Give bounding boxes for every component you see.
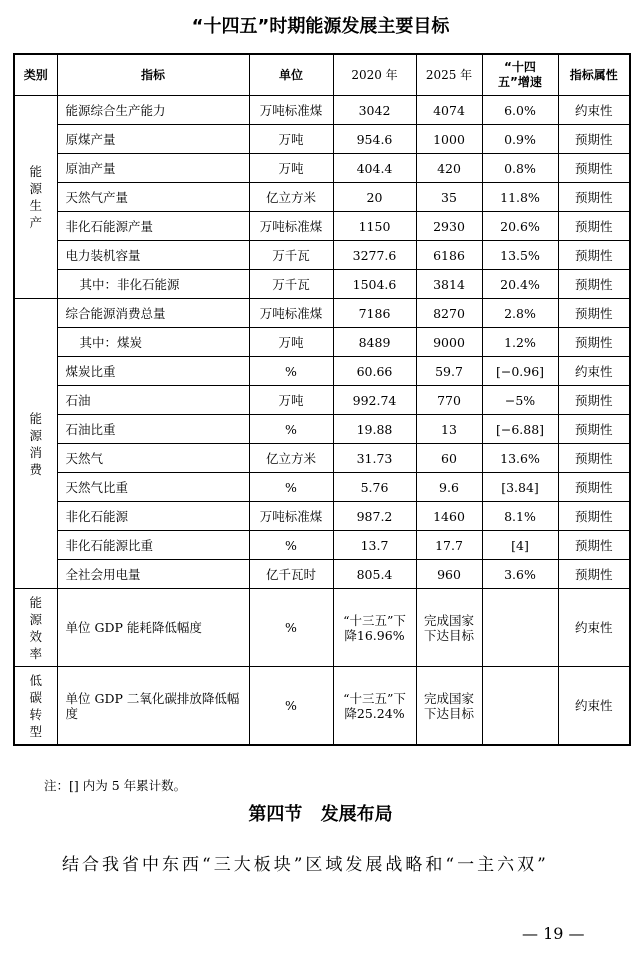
category-label: 能源效率 bbox=[29, 594, 42, 661]
value-2025-cell: 420 bbox=[416, 154, 482, 183]
value-2025-cell: 完成国家下达目标 bbox=[416, 667, 482, 746]
table-row bbox=[14, 154, 630, 183]
header-2020: 2020 年 bbox=[333, 54, 416, 96]
growth-cell: 11.8% bbox=[482, 183, 558, 212]
value-2025-cell: 770 bbox=[416, 386, 482, 415]
value-2020-cell: 20 bbox=[333, 183, 416, 212]
growth-cell: 13.6% bbox=[482, 444, 558, 473]
indicator-cell: 石油 bbox=[57, 386, 249, 415]
value-2025-cell: 9000 bbox=[416, 328, 482, 357]
unit-cell: 万吨 bbox=[249, 154, 333, 183]
table-row bbox=[14, 415, 630, 444]
unit-cell: 万吨标准煤 bbox=[249, 96, 333, 125]
unit-cell: % bbox=[249, 531, 333, 560]
unit-cell: 万千瓦 bbox=[249, 241, 333, 270]
value-2020-cell: 31.73 bbox=[333, 444, 416, 473]
indicator-cell: 原油产量 bbox=[57, 154, 249, 183]
value-2020-cell: 954.6 bbox=[333, 125, 416, 154]
indicator-cell: 天然气比重 bbox=[57, 473, 249, 502]
value-2025-cell: 60 bbox=[416, 444, 482, 473]
value-2020-cell: “十三五”下降16.96% bbox=[333, 589, 416, 667]
growth-cell bbox=[482, 667, 558, 746]
growth-cell: 0.9% bbox=[482, 125, 558, 154]
table-row bbox=[14, 96, 630, 125]
header-indicator: 指标 bbox=[57, 54, 249, 96]
value-2020-cell: 992.74 bbox=[333, 386, 416, 415]
growth-cell: −5% bbox=[482, 386, 558, 415]
category-cell bbox=[14, 96, 57, 299]
table-row bbox=[14, 502, 630, 531]
unit-cell: 亿立方米 bbox=[249, 183, 333, 212]
section-heading: 第四节 发展布局 bbox=[248, 804, 393, 825]
value-2025-cell: 960 bbox=[416, 560, 482, 589]
attribute-cell: 预期性 bbox=[558, 212, 630, 241]
attribute-cell: 预期性 bbox=[558, 299, 630, 328]
value-2020-cell: 5.76 bbox=[333, 473, 416, 502]
value-2020-cell: 987.2 bbox=[333, 502, 416, 531]
unit-cell: 万吨 bbox=[249, 125, 333, 154]
attribute-cell: 预期性 bbox=[558, 502, 630, 531]
unit-cell: 亿千瓦时 bbox=[249, 560, 333, 589]
header-growth: “十四五”增速 bbox=[482, 54, 558, 96]
growth-cell: 8.1% bbox=[482, 502, 558, 531]
header-category: 类别 bbox=[14, 54, 57, 96]
indicator-cell: 非化石能源产量 bbox=[57, 212, 249, 241]
indicator-cell: 单位 GDP 能耗降低幅度 bbox=[57, 589, 249, 667]
table-row bbox=[14, 299, 630, 328]
attribute-cell: 预期性 bbox=[558, 125, 630, 154]
table-row bbox=[14, 328, 630, 357]
attribute-cell: 约束性 bbox=[558, 667, 630, 746]
table-row bbox=[14, 212, 630, 241]
value-2025-cell: 1000 bbox=[416, 125, 482, 154]
indicator-cell: 天然气 bbox=[57, 444, 249, 473]
unit-cell: 万吨标准煤 bbox=[249, 299, 333, 328]
growth-cell bbox=[482, 589, 558, 667]
category-label: 低碳转型 bbox=[29, 672, 42, 739]
growth-cell: 0.8% bbox=[482, 154, 558, 183]
value-2020-cell: 60.66 bbox=[333, 357, 416, 386]
indicator-cell: 单位 GDP 二氧化碳排放降低幅度 bbox=[57, 667, 249, 746]
indicator-cell: 石油比重 bbox=[57, 415, 249, 444]
attribute-cell: 预期性 bbox=[558, 154, 630, 183]
category-cell bbox=[14, 299, 57, 589]
value-2020-cell: “十三五”下降25.24% bbox=[333, 667, 416, 746]
value-2020-cell: 404.4 bbox=[333, 154, 416, 183]
attribute-cell: 约束性 bbox=[558, 589, 630, 667]
growth-cell: 2.8% bbox=[482, 299, 558, 328]
indicator-cell: 能源综合生产能力 bbox=[57, 96, 249, 125]
table-row bbox=[14, 386, 630, 415]
body-paragraph: 结合我省中东西“三大板块”区域发展战略和“一主六双” bbox=[62, 855, 549, 875]
growth-cell: 20.6% bbox=[482, 212, 558, 241]
value-2025-cell: 6186 bbox=[416, 241, 482, 270]
value-2025-cell: 1460 bbox=[416, 502, 482, 531]
attribute-cell: 预期性 bbox=[558, 270, 630, 299]
unit-cell: 万千瓦 bbox=[249, 270, 333, 299]
indicator-cell: 其中：非化石能源 bbox=[57, 270, 249, 299]
unit-cell: 万吨 bbox=[249, 386, 333, 415]
value-2025-cell: 13 bbox=[416, 415, 482, 444]
header-2025: 2025 年 bbox=[416, 54, 482, 96]
indicator-cell: 电力装机容量 bbox=[57, 241, 249, 270]
table-row bbox=[14, 270, 630, 299]
table-note: 注：[] 内为 5 年累计数。 bbox=[44, 778, 187, 793]
unit-cell: 万吨标准煤 bbox=[249, 212, 333, 241]
table-row bbox=[14, 125, 630, 154]
attribute-cell: 预期性 bbox=[558, 444, 630, 473]
growth-cell: 1.2% bbox=[482, 328, 558, 357]
indicator-cell: 综合能源消费总量 bbox=[57, 299, 249, 328]
unit-cell: 万吨标准煤 bbox=[249, 502, 333, 531]
attribute-cell: 预期性 bbox=[558, 473, 630, 502]
growth-cell: [−6.88] bbox=[482, 415, 558, 444]
growth-cell: 20.4% bbox=[482, 270, 558, 299]
attribute-cell: 预期性 bbox=[558, 386, 630, 415]
header-attribute: 指标属性 bbox=[558, 54, 630, 96]
table-body bbox=[14, 96, 630, 746]
indicator-cell: 煤炭比重 bbox=[57, 357, 249, 386]
indicator-cell: 非化石能源比重 bbox=[57, 531, 249, 560]
unit-cell: % bbox=[249, 473, 333, 502]
unit-cell: % bbox=[249, 357, 333, 386]
table-row bbox=[14, 560, 630, 589]
value-2025-cell: 59.7 bbox=[416, 357, 482, 386]
value-2020-cell: 805.4 bbox=[333, 560, 416, 589]
growth-cell: 13.5% bbox=[482, 241, 558, 270]
indicator-cell: 原煤产量 bbox=[57, 125, 249, 154]
value-2020-cell: 19.88 bbox=[333, 415, 416, 444]
value-2025-cell: 35 bbox=[416, 183, 482, 212]
value-2020-cell: 1150 bbox=[333, 212, 416, 241]
value-2025-cell: 2930 bbox=[416, 212, 482, 241]
growth-cell: [4] bbox=[482, 531, 558, 560]
table-header-row bbox=[14, 54, 630, 96]
attribute-cell: 预期性 bbox=[558, 415, 630, 444]
attribute-cell: 约束性 bbox=[558, 96, 630, 125]
value-2020-cell: 3277.6 bbox=[333, 241, 416, 270]
value-2020-cell: 3042 bbox=[333, 96, 416, 125]
table-row bbox=[14, 531, 630, 560]
value-2025-cell: 9.6 bbox=[416, 473, 482, 502]
header-unit: 单位 bbox=[249, 54, 333, 96]
category-cell bbox=[14, 667, 57, 746]
growth-cell: [3.84] bbox=[482, 473, 558, 502]
value-2020-cell: 7186 bbox=[333, 299, 416, 328]
attribute-cell: 预期性 bbox=[558, 328, 630, 357]
value-2025-cell: 4074 bbox=[416, 96, 482, 125]
attribute-cell: 预期性 bbox=[558, 531, 630, 560]
unit-cell: 万吨 bbox=[249, 328, 333, 357]
value-2020-cell: 1504.6 bbox=[333, 270, 416, 299]
attribute-cell: 预期性 bbox=[558, 241, 630, 270]
category-cell bbox=[14, 589, 57, 667]
table-row bbox=[14, 589, 630, 667]
value-2025-cell: 完成国家下达目标 bbox=[416, 589, 482, 667]
value-2020-cell: 13.7 bbox=[333, 531, 416, 560]
unit-cell: % bbox=[249, 415, 333, 444]
category-label: 能源消费 bbox=[29, 410, 42, 477]
table-row bbox=[14, 357, 630, 386]
unit-cell: % bbox=[249, 589, 333, 667]
value-2020-cell: 8489 bbox=[333, 328, 416, 357]
growth-cell: 6.0% bbox=[482, 96, 558, 125]
indicator-cell: 非化石能源 bbox=[57, 502, 249, 531]
unit-cell: % bbox=[249, 667, 333, 746]
unit-cell: 亿立方米 bbox=[249, 444, 333, 473]
growth-cell: 3.6% bbox=[482, 560, 558, 589]
attribute-cell: 预期性 bbox=[558, 183, 630, 212]
table-row bbox=[14, 444, 630, 473]
table-title: “十四五”时期能源发展主要目标 bbox=[191, 16, 450, 37]
energy-targets-table bbox=[13, 53, 631, 746]
table-row bbox=[14, 241, 630, 270]
value-2025-cell: 3814 bbox=[416, 270, 482, 299]
attribute-cell: 预期性 bbox=[558, 560, 630, 589]
table-row bbox=[14, 667, 630, 746]
indicator-cell: 其中：煤炭 bbox=[57, 328, 249, 357]
indicator-cell: 全社会用电量 bbox=[57, 560, 249, 589]
table-row bbox=[14, 183, 630, 212]
category-label: 能源生产 bbox=[29, 164, 42, 230]
indicator-cell: 天然气产量 bbox=[57, 183, 249, 212]
attribute-cell: 约束性 bbox=[558, 357, 630, 386]
value-2025-cell: 8270 bbox=[416, 299, 482, 328]
growth-cell: [−0.96] bbox=[482, 357, 558, 386]
table-row bbox=[14, 473, 630, 502]
value-2025-cell: 17.7 bbox=[416, 531, 482, 560]
page-number: — 19 — bbox=[522, 924, 585, 943]
